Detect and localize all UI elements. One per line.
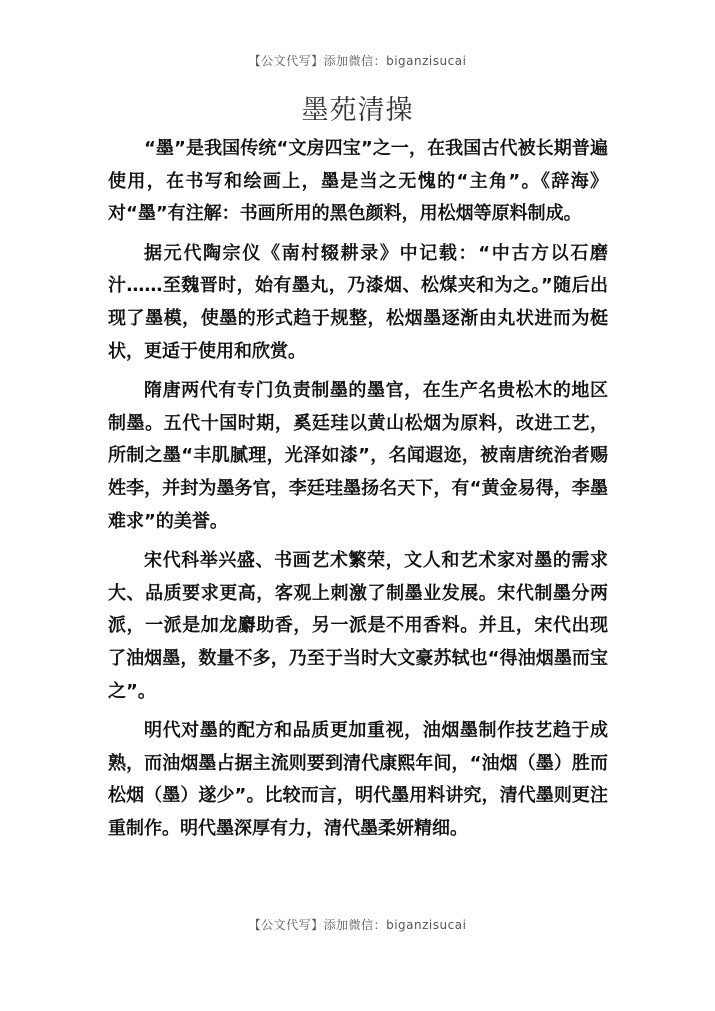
paragraph-2: 据元代陶宗仪《南村辍耕录》中记载：“中古方以石磨汁……至魏晋时，始有墨丸，乃漆烟、松煤夹和为之。”随后出现了墨模，使墨的形式趋于规整，松烟墨逐渐由丸状进而为梃状，更适于使用和欣赏。 bbox=[108, 242, 608, 362]
paragraph-4: 宋代科举兴盛、书画艺术繁荣，文人和艺术家对墨的需求大、品质要求更高，客观上刺激了制墨业发展。宋代制墨分两派，一派是加龙麝助香，另一派是不用香料。并且，宋代出现了油烟墨，数量不多，乃至于当时大文豪苏轼也“得油烟墨而宝之”。 bbox=[108, 550, 608, 702]
footer-watermark-note: 【公文代写】添加微信：biganzisucai bbox=[248, 918, 467, 932]
document-title: 墨苑清操 bbox=[301, 95, 414, 126]
paragraph-5: 明代对墨的配方和品质更加重视，油烟墨制作技艺趋于成熟，而油烟墨占据主流则要到清代康熙年间，“油烟（墨）胜而松烟（墨）遂少”。比较而言，明代墨用料讲究，清代墨则更注重制作。明代墨深厚有力，清代墨柔妍精细。 bbox=[108, 720, 608, 839]
document-body bbox=[108, 133, 608, 852]
header-watermark-note: 【公文代写】添加微信：biganzisucai bbox=[248, 54, 467, 68]
paragraph-1: “墨”是我国传统“文房四宝”之一，在我国古代被长期普遍使用，在书写和绘画上，墨是当之无愧的“主角”。《辞海》对“墨”有注解：书画所用的黑色颜料，用松烟等原料制成。 bbox=[108, 138, 608, 225]
paragraph-3: 隋唐两代有专门负责制墨的墨官，在生产名贵松木的地区制墨。五代十国时期，奚廷珪以黄山松烟为原料，改进工艺，所制之墨“丰肌腻理，光泽如漆”，名闻遐迩，被南唐统治者赐姓李，并封为墨务官，李廷珪墨扬名天下，有“黄金易得，李墨难求”的美誉。 bbox=[108, 380, 608, 532]
